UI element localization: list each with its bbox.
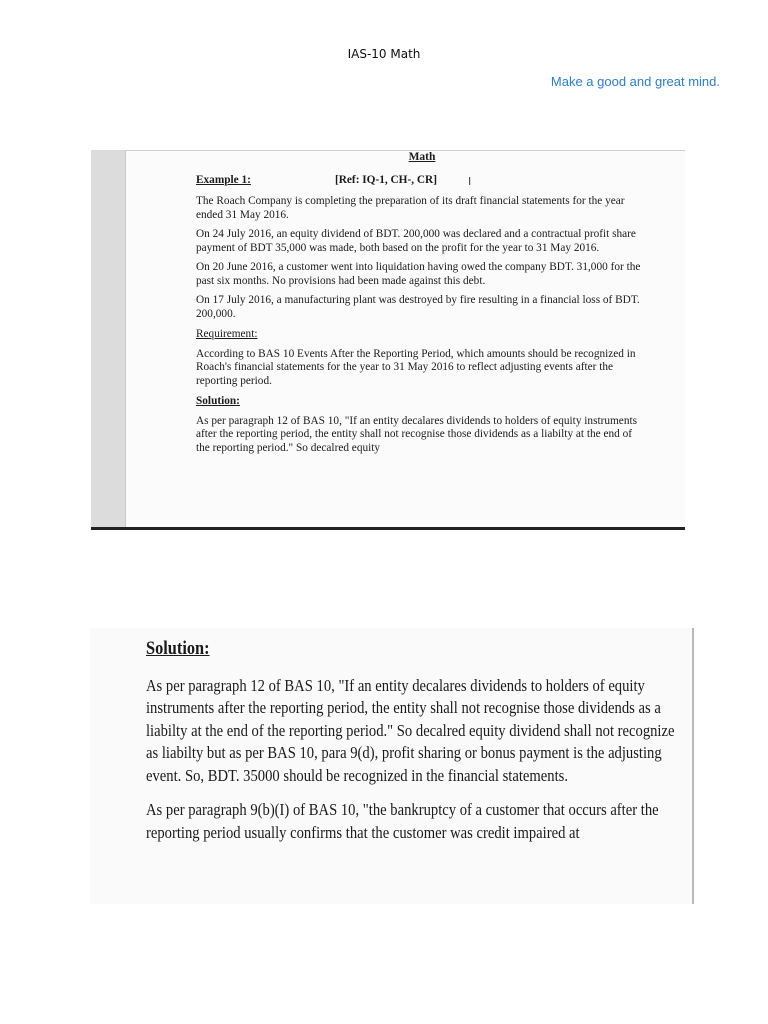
paragraph-1: The Roach Company is completing the preparation of its draft financial statements for the year ended 31 May 2016. bbox=[196, 195, 625, 221]
left-gutter bbox=[91, 150, 126, 530]
example-reference: [Ref: IQ-1, CH-, CR] bbox=[335, 174, 437, 186]
requirement-text: According to BAS 10 Events After the Reporting Period, which amounts should be recognized in Roach's financial statements for the year to 31 May 2016 to reflect adjusting events after the reporting period. bbox=[196, 347, 636, 387]
solution-paragraph-1: As per paragraph 12 of BAS 10, "If an entity decalares dividends to holders of equity instruments after the reporting period, the entity shall not recognise those dividends as a liabilty at the end of the reporting period." So decalred equity dividend shall not recognize as liabilty but as per BAS 10, para 9(d), profit sharing or bonus payment is the adjusting event. So, BDT. 35000 should be recognized in the financial statements. bbox=[146, 675, 675, 785]
requirement-label: Requirement: bbox=[196, 328, 258, 340]
math-heading: Math bbox=[408, 151, 436, 163]
example-row bbox=[196, 174, 648, 189]
right-border bbox=[692, 628, 694, 904]
screenshot-1-content bbox=[196, 150, 648, 455]
paragraph-2: On 24 July 2016, an equity dividend of BDT. 200,000 was declared and a contractual profit share payment of BDT 35,000 was made, both based on the profit for the year to 31 May 2016. bbox=[196, 228, 636, 254]
embedded-screenshot-1 bbox=[91, 150, 685, 530]
solution-text: As per paragraph 12 of BAS 10, "If an entity decalares dividends to holders of equity instruments after the reporting period, the entity shall not recognise those dividends as a liabilty at the end of the reporting period." So decalred equity bbox=[196, 414, 638, 454]
embedded-screenshot-2 bbox=[90, 628, 694, 904]
text-cursor-icon: I bbox=[468, 175, 472, 188]
bottom-divider bbox=[91, 527, 685, 530]
solution-label-large: Solution: bbox=[146, 638, 210, 659]
screenshot-2-content bbox=[146, 638, 679, 856]
solution-paragraph-2: As per paragraph 9(b)(I) of BAS 10, "the bankruptcy of a customer that occurs after the reporting period usually confirms that the customer was credit impaired at bbox=[146, 800, 659, 842]
page-title: IAS-10 Math bbox=[347, 47, 421, 61]
page-note: Make a good and great mind. bbox=[550, 74, 720, 89]
paragraph-4: On 17 July 2016, a manufacturing plant was destroyed by fire resulting in a financial loss of BDT. 200,000. bbox=[196, 294, 640, 320]
paragraph-3: On 20 June 2016, a customer went into liquidation having owed the company BDT. 31,000 for the past six months. No provisions had been made against this debt. bbox=[196, 261, 641, 287]
example-label: Example 1: bbox=[196, 174, 251, 186]
solution-label: Solution: bbox=[196, 395, 240, 407]
